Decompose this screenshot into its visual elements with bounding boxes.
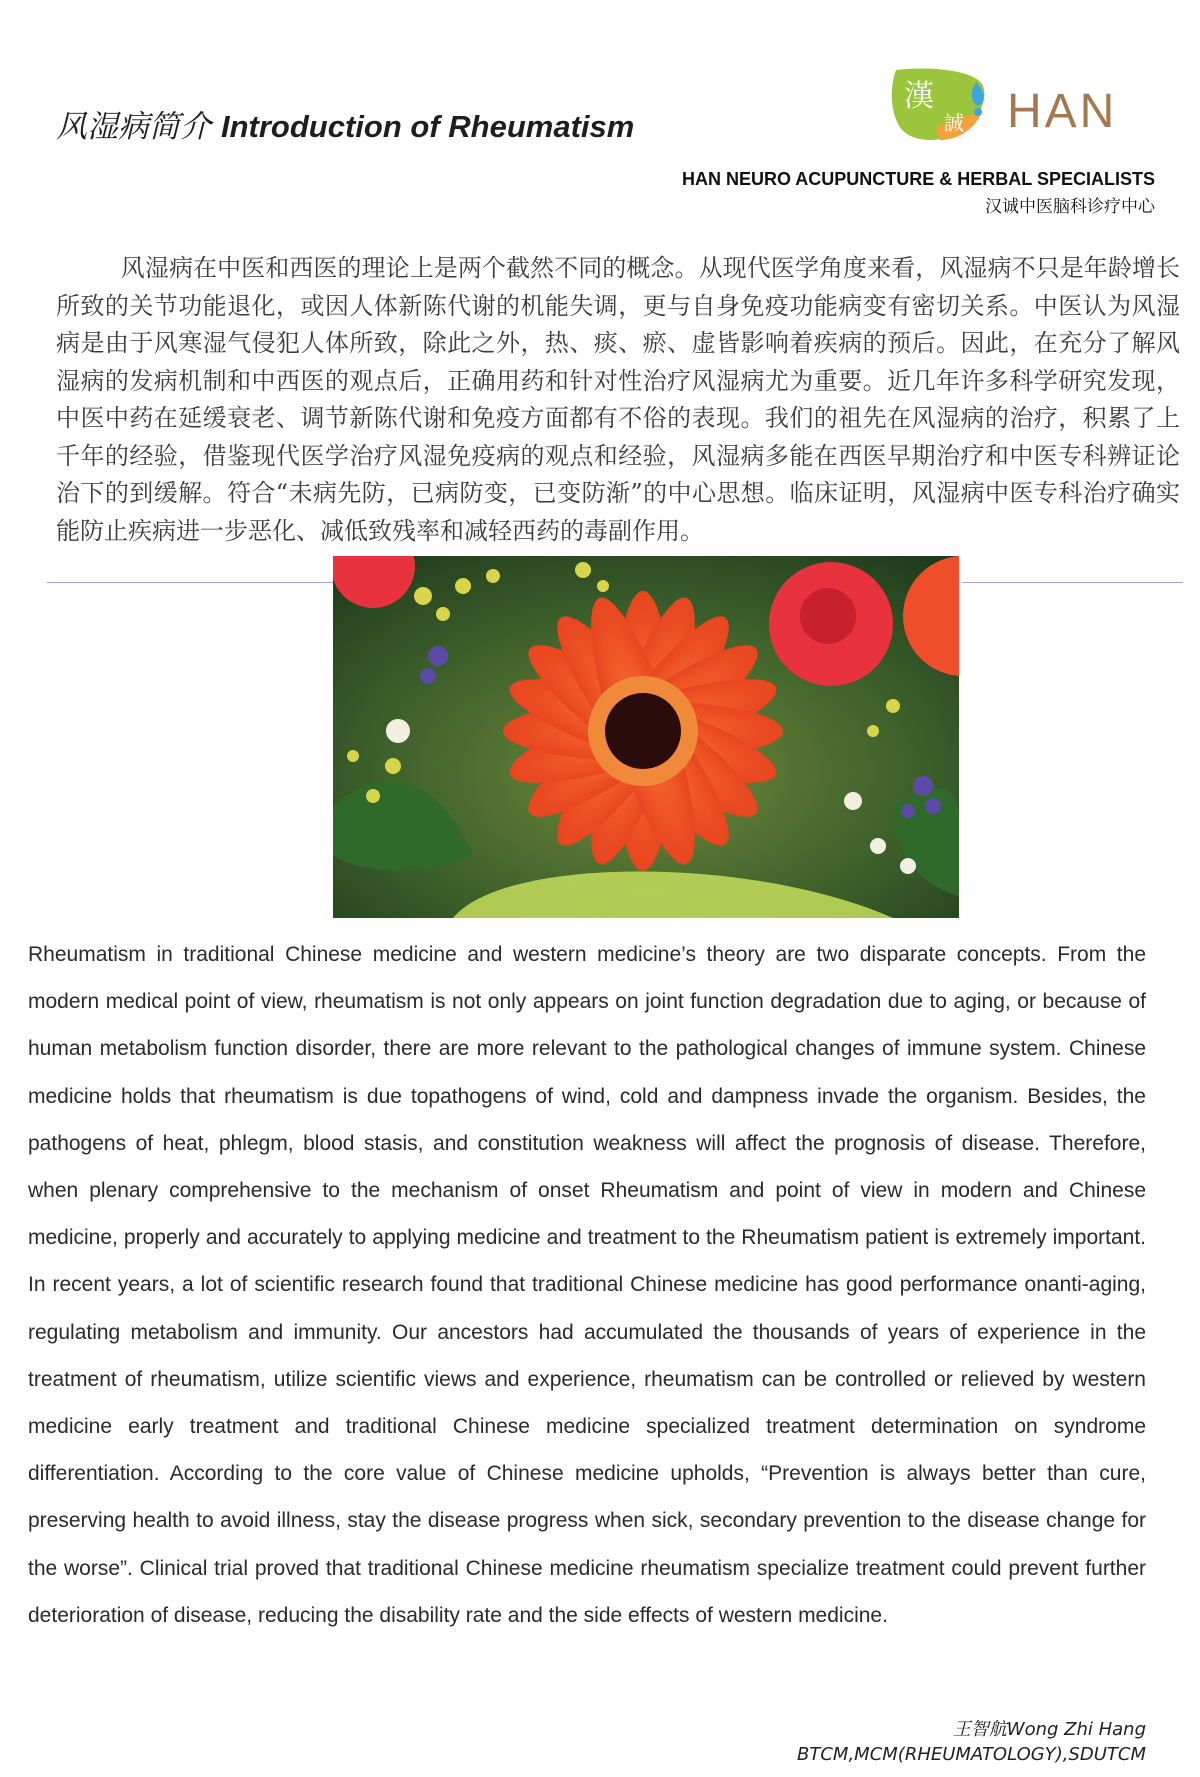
author-credentials: BTCM,MCM(RHEUMATOLOGY),SDUTCM <box>797 1744 1146 1765</box>
clinic-name-en: HAN NEURO ACUPUNCTURE & HERBAL SPECIALISTS <box>681 169 1155 189</box>
gerbera-center <box>605 693 681 769</box>
han-logo-emblem <box>890 66 1010 150</box>
logo-wordmark: HAN <box>1007 85 1118 138</box>
clinic-name-zh: 汉诚中医脑科诊疗中心 <box>985 197 1155 217</box>
page-title-en: Introduction of Rheumatism <box>221 108 635 144</box>
logo-han-character-bottom: 誠 <box>944 111 964 135</box>
page-title <box>56 107 776 147</box>
flower-photo <box>333 556 959 918</box>
english-paragraph: Rheumatism in traditional Chinese medicine and western medicine’s theory are two disparate concepts. From the modern medical point of view, rheumatism is not only appears on joint function degradation due to aging, or because of human metabolism function disorder, there are more relevant to the pathological changes of immune system. Chinese medicine holds that rheumatism is due topathogens of wind, cold and dampness invade the organism. Besides, the pathogens of heat, phlegm, blood stasis, and constitution weakness will affect the prognosis of disease. Therefore, when plenary comprehensive to the mechanism of onset Rheumatism and point of view in modern and Chinese medicine, properly and accurately to applying medicine and treatment to the Rheumatism patient is extremely important. In recent years, a lot of scientific research found that traditional Chinese medicine has good performance onanti-aging, regulating metabolism and immunity. Our ancestors had accumulated the thousands of years of experience in the treatment of rheumatism, utilize scientific views and experience, rheumatism can be controlled or relieved by western medicine early treatment and traditional Chinese medicine specialized treatment determination on syndrome differentiation. According to the core value of Chinese medicine upholds, “Prevention is always better than cure, preserving health to avoid illness, stay the disease progress when sick, secondary prevention to the disease change for the worse”. Clinical trial proved that traditional Chinese medicine rheumatism specialize treatment could prevent further deterioration of disease, reducing the disability rate and the side effects of western medicine. <box>28 943 1146 1627</box>
han-logo <box>890 66 1130 150</box>
divider-line-left <box>47 582 335 583</box>
rose-right-inner <box>800 588 856 644</box>
page-title-zh: 风湿病简介 <box>56 108 211 145</box>
chinese-paragraph: 风湿病在中医和西医的理论上是两个截然不同的概念。从现代医学角度来看，风湿病不只是年龄增长所致的关节功能退化，或因人体新陈代谢的机能失调，更与自身免疫功能病变有密切关系。中医认为风湿病是由于风寒湿气侵犯人体所致，除此之外，热、痰、瘀、虚皆影响着疾病的预后。因此，在充分了解风湿病的发病机制和中西医的观点后，正确用药和针对性治疗风湿病尤为重要。近几年许多科学研究发现，中医中药在延缓衰老、调节新陈代谢和免疫方面都有不俗的表现。我们的祖先在风湿病的治疗，积累了上千年的经验，借鉴现代医学治疗风湿免疫病的观点和经验，风湿病多能在西医早期治疗和中医专科辨证论治下的到缓解。符合“未病先防，已病防变，已变防渐”的中心思想。临床证明，风湿病中医专科治疗确实能防止疾病进一步恶化、减低致残率和减轻西药的毒副作用。 <box>56 254 1180 545</box>
author-name: 王智航Wong Zhi Hang <box>952 1719 1146 1740</box>
logo-dot <box>974 108 982 116</box>
flower-photo-illustration <box>333 556 959 918</box>
divider-line-right <box>962 582 1183 583</box>
logo-han-character-top: 漢 <box>904 79 934 114</box>
